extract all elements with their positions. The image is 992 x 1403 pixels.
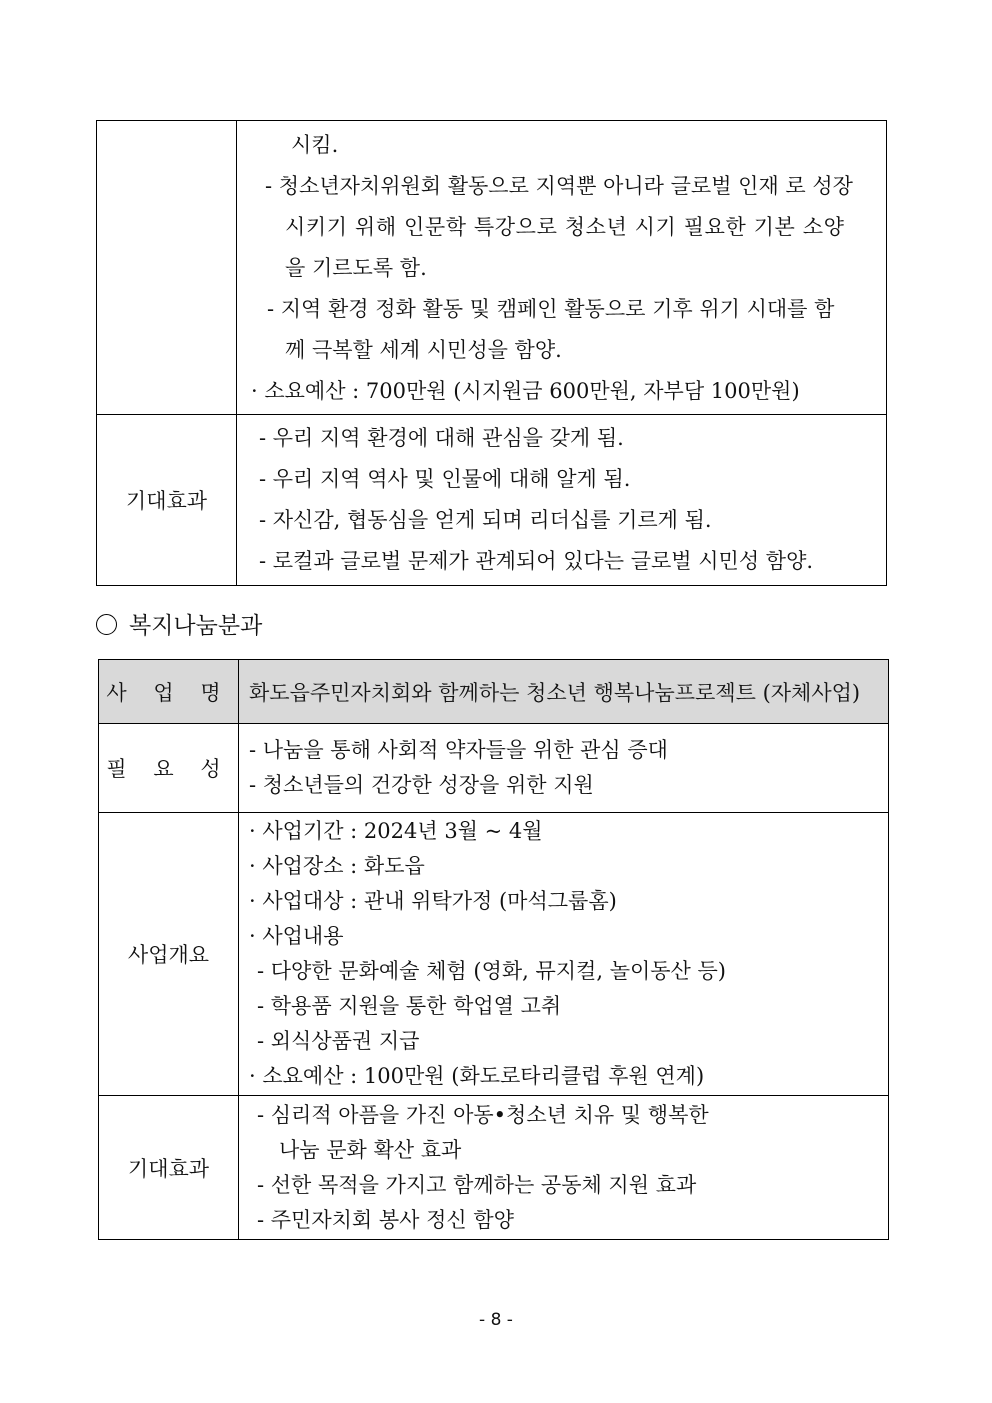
overview-label: 사업개요 — [99, 813, 239, 1096]
welfare-program-table — [98, 659, 889, 1240]
table-header-row — [99, 660, 889, 724]
expected-effect-label: 기대효과 — [97, 415, 237, 586]
effect-line: - 로컬과 글로벌 문제가 관계되어 있다는 글로벌 시민성 함양. — [259, 549, 814, 573]
overview-line: - 외식상품권 지급 — [257, 1029, 420, 1053]
overview-line: - 학용품 지원을 통한 학업열 고취 — [257, 994, 562, 1018]
effect-line: 나눔 문화 확산 효과 — [279, 1137, 462, 1162]
necessity-cell — [239, 724, 889, 813]
overview-line: - 다양한 문화예술 체험 (영화, 뮤지컬, 놀이동산 등) — [257, 959, 726, 983]
project-name-value: 화도읍주민자치회와 함께하는 청소년 행복나눔프로젝트 (자체사업) — [239, 660, 889, 724]
necessity-line: - 청소년들의 건강한 성장을 위한 지원 — [249, 773, 594, 797]
overview-line: · 사업대상 : 관내 위탁가정 (마석그룹홈) — [249, 889, 617, 913]
overview-line: · 사업장소 : 화도읍 — [249, 854, 425, 878]
effect-line: - 우리 지역 역사 및 인물에 대해 알게 됨. — [259, 467, 631, 491]
overview-line: · 사업기간 : 2024년 3월 ~ 4월 — [249, 819, 543, 843]
expected-effect-cell — [237, 415, 887, 586]
necessity-line: - 나눔을 통해 사회적 약자들을 위한 관심 증대 — [249, 738, 668, 762]
table-row — [99, 1096, 889, 1240]
content-line: 께 극복할 세계 시민성을 함양. — [285, 338, 562, 362]
content-line: 시킴. — [291, 133, 339, 157]
effect-line: - 주민자치회 봉사 정신 함양 — [257, 1207, 514, 1232]
expected-effect-label: 기대효과 — [99, 1096, 239, 1240]
effect-line: - 심리적 아픔을 가진 아동•청소년 치유 및 행복한 — [257, 1102, 709, 1127]
overview-line: · 소요예산 : 100만원 (화도로타리클럽 후원 연계) — [249, 1064, 705, 1088]
row-label-empty — [97, 121, 237, 415]
effect-line: - 선한 목적을 가지고 함께하는 공동체 지원 효과 — [257, 1172, 697, 1197]
content-line: 을 기르도록 함. — [285, 256, 427, 280]
budget-line: · 소요예산 : 700만원 (시지원금 600만원, 자부담 100만원) — [251, 379, 800, 403]
section-title: 복지나눔분과 — [129, 613, 263, 639]
content-line: - 청소년자치위원회 활동으로 지역뿐 아니라 글로벌 인재 로 성장 — [265, 174, 853, 198]
circle-bullet-icon — [96, 614, 117, 635]
content-line: 시키기 위해 인문학 특강으로 청소년 시기 필요한 기본 소양 — [285, 215, 845, 239]
table-row — [97, 121, 887, 415]
necessity-label: 필 요 성 — [99, 724, 239, 813]
program-table-continued — [96, 120, 887, 586]
overview-cell — [239, 813, 889, 1096]
section-heading — [96, 609, 262, 643]
table-row — [99, 724, 889, 813]
effect-line: - 우리 지역 환경에 대해 관심을 갖게 됨. — [259, 426, 624, 450]
page-number: - 8 - — [479, 1310, 513, 1330]
content-line: - 지역 환경 정화 활동 및 캠페인 활동으로 기후 위기 시대를 함 — [267, 297, 835, 321]
table-row — [99, 813, 889, 1096]
expected-effect-cell — [239, 1096, 889, 1240]
program-details-cell — [237, 121, 887, 415]
overview-line: · 사업내용 — [249, 924, 344, 948]
project-name-label: 사 업 명 — [99, 660, 239, 724]
effect-line: - 자신감, 협동심을 얻게 되며 리더십를 기르게 됨. — [259, 508, 712, 532]
table-row — [97, 415, 887, 586]
